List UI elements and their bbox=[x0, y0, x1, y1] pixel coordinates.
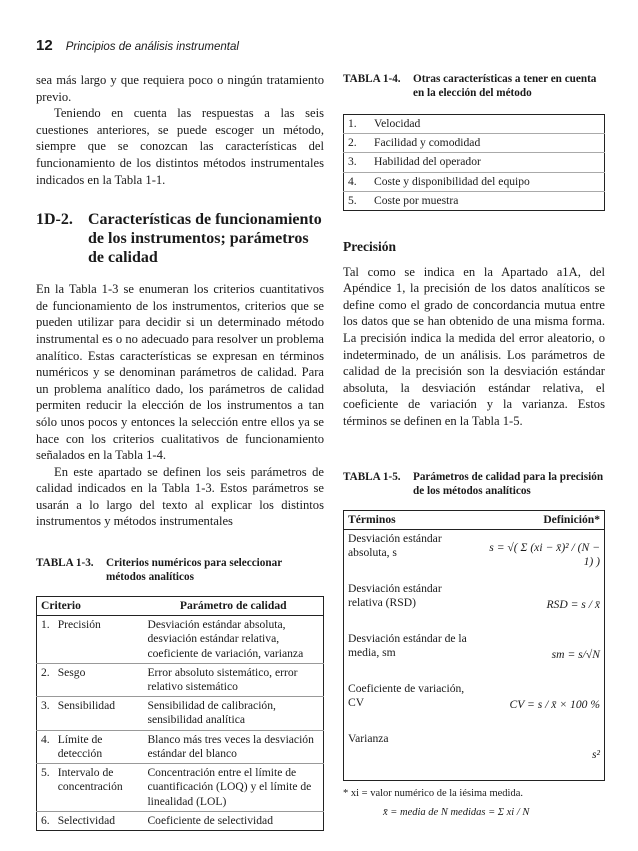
page-number: 12 bbox=[36, 37, 53, 54]
criterion-cell: Intervalo de concentración bbox=[54, 764, 144, 812]
table-label: TABLA 1-4. bbox=[343, 73, 401, 85]
table-title: Parámetros de calidad para la precisión de los métodos analíticos bbox=[413, 470, 604, 497]
characteristics-table bbox=[343, 114, 605, 211]
parameter-cell: Sensibilidad de calibración, sensibilidad analítica bbox=[143, 697, 323, 730]
row-number: 3. bbox=[344, 153, 371, 172]
table-row bbox=[344, 630, 605, 680]
row-number: 6. bbox=[37, 811, 54, 830]
paragraph: Teniendo en cuenta las respuestas a las seis cuestiones anteriores, se puede escoger un método, siempre que se conozcan las características del funcionamiento de los distintos métodos instrumentales indicados en la Tabla 1-1. bbox=[36, 106, 324, 187]
paragraph: sea más largo y que requiera poco o ningún tratamiento previo. bbox=[36, 73, 324, 104]
parameter-cell: Concentración entre el límite de cuantificación (LOQ) y el límite de linealidad (LOL) bbox=[143, 764, 323, 812]
row-number: 2. bbox=[37, 663, 54, 696]
column-header: Parámetro de calidad bbox=[143, 597, 323, 616]
table-row bbox=[37, 616, 324, 664]
table-label: TABLA 1-5. bbox=[343, 470, 401, 483]
paragraph: Tal como se indica en la Apartado a1A, del Apéndice 1, la precisión de los datos analíticos se define como el grado de concordancia mutua entre los datos que se han obtenido de una misma forma. La precisión indica la medida del error aleatorio, o indeterminado, de un análisis. Los parámetros de calidad de la precisión son la desviación estándar absoluta, la desviación estándar relativa, el coeficiente de variación y la varianza. Estos términos se definen en la Tabla 1-5. bbox=[343, 264, 605, 428]
table-caption bbox=[36, 556, 324, 584]
table-caption bbox=[343, 72, 605, 100]
table-row bbox=[37, 730, 324, 763]
table-row bbox=[344, 172, 605, 191]
table-row bbox=[37, 697, 324, 730]
characteristic-cell: Velocidad bbox=[374, 117, 421, 130]
criterion-cell: Sesgo bbox=[54, 663, 144, 696]
row-number: 5. bbox=[37, 764, 54, 812]
term-cell: Desviación estándar relativa (RSD) bbox=[348, 581, 442, 609]
term-cell: Varianza bbox=[348, 731, 389, 745]
column-header: Definición* bbox=[479, 510, 604, 529]
table-row bbox=[37, 663, 324, 696]
table-label: TABLA 1-3. bbox=[36, 557, 94, 570]
running-title: Principios de análisis instrumental bbox=[65, 41, 239, 53]
criteria-table bbox=[36, 596, 324, 831]
term-cell: Desviación estándar de la media, sm bbox=[348, 631, 467, 659]
row-number: 4. bbox=[37, 730, 54, 763]
row-number: 5. bbox=[344, 191, 371, 210]
term-cell: Desviación estándar absoluta, s bbox=[348, 531, 442, 559]
table-caption bbox=[343, 470, 605, 498]
characteristic-cell: Habilidad del operador bbox=[370, 153, 605, 172]
table-row bbox=[344, 680, 605, 730]
table-row bbox=[344, 134, 605, 153]
subheading-precision: Precisión bbox=[343, 239, 396, 255]
definition-cell: RSD = s / x̄ bbox=[546, 597, 600, 611]
column-header: Criterio bbox=[37, 597, 144, 616]
section-title: Características de funcionamiento de los instrumentos; parámetros de calidad bbox=[88, 211, 322, 267]
section-number: 1D-2. bbox=[36, 211, 73, 229]
table-row bbox=[344, 115, 605, 134]
definition-cell: s = √( Σ (xi − x̄)² / (N − 1) ) bbox=[489, 540, 600, 568]
definition-cell: sm = s/√N bbox=[551, 647, 600, 661]
parameter-cell: Blanco más tres veces la desviación estándar del blanco bbox=[143, 730, 323, 763]
definition-cell: s² bbox=[592, 747, 600, 761]
parameter-cell: Coeficiente de selectividad bbox=[143, 811, 323, 830]
footnote-line: * xi = valor numérico de la iésima medida. bbox=[343, 787, 523, 799]
row-number: 1. bbox=[348, 117, 357, 130]
page-header bbox=[36, 37, 239, 54]
row-number: 4. bbox=[344, 172, 371, 191]
footnote-formula: x̄ = media de N medidas = Σ xi / N bbox=[383, 806, 530, 818]
precision-table bbox=[343, 510, 605, 781]
section-heading bbox=[36, 210, 324, 267]
row-number: 2. bbox=[344, 134, 371, 153]
table-row bbox=[344, 191, 605, 210]
parameter-cell: Desviación estándar absoluta, desviación estándar relativa, coeficiente de variación, varianza bbox=[147, 618, 304, 660]
criterion-cell: Selectividad bbox=[54, 811, 144, 830]
left-column bbox=[36, 72, 324, 831]
characteristic-cell: Coste por muestra bbox=[370, 191, 605, 210]
table-title: Criterios numéricos para seleccionar métodos analíticos bbox=[106, 557, 282, 584]
table-row bbox=[344, 580, 605, 630]
row-number: 3. bbox=[37, 697, 54, 730]
table-row bbox=[344, 153, 605, 172]
right-column bbox=[343, 72, 605, 819]
table-row bbox=[344, 529, 605, 580]
table-row bbox=[37, 811, 324, 830]
table-row bbox=[37, 764, 324, 812]
criterion-cell: Precisión bbox=[57, 618, 101, 632]
paragraph: En la Tabla 1-3 se enumeran los criterios cuantitativos de funcionamiento de los instrumentos, criterios que se pueden utilizar para decidir si un determinado método instrumental es o no adecuado para resolver un problema analítico. Estas características se expresan en términos numéricos y se denominan parámetros de calidad. Para un problema analítico dado, los parámetros de calidad permiten reducir la elección de los instrumentos a tan sólo unos pocos y entonces la selección entre ellos ya se hace con los criterios cualitativos de funcionamiento señalados en la Tabla 1-4. bbox=[36, 282, 324, 463]
table-row bbox=[344, 730, 605, 781]
characteristic-cell: Coste y disponibilidad del equipo bbox=[370, 172, 605, 191]
table-title: Otras características a tener en cuenta en la elección del método bbox=[413, 73, 597, 99]
definition-cell: CV = s / x̄ × 100 % bbox=[509, 697, 600, 711]
parameter-cell: Error absoluto sistemático, error relativo sistemático bbox=[143, 663, 323, 696]
characteristic-cell: Facilidad y comodidad bbox=[370, 134, 605, 153]
table-footnote bbox=[343, 787, 605, 819]
column-header: Términos bbox=[344, 510, 480, 529]
term-cell: Coeficiente de variación, CV bbox=[348, 681, 465, 709]
paragraph: En este apartado se definen los seis parámetros de calidad indicados en la Tabla 1-3. Estos parámetros se usarán a lo largo del texto al explicar los distintos instrumentos y métodos instrumentales bbox=[36, 464, 324, 529]
row-number: 1. bbox=[41, 618, 50, 632]
criterion-cell: Límite de detección bbox=[54, 730, 144, 763]
criterion-cell: Sensibilidad bbox=[54, 697, 144, 730]
